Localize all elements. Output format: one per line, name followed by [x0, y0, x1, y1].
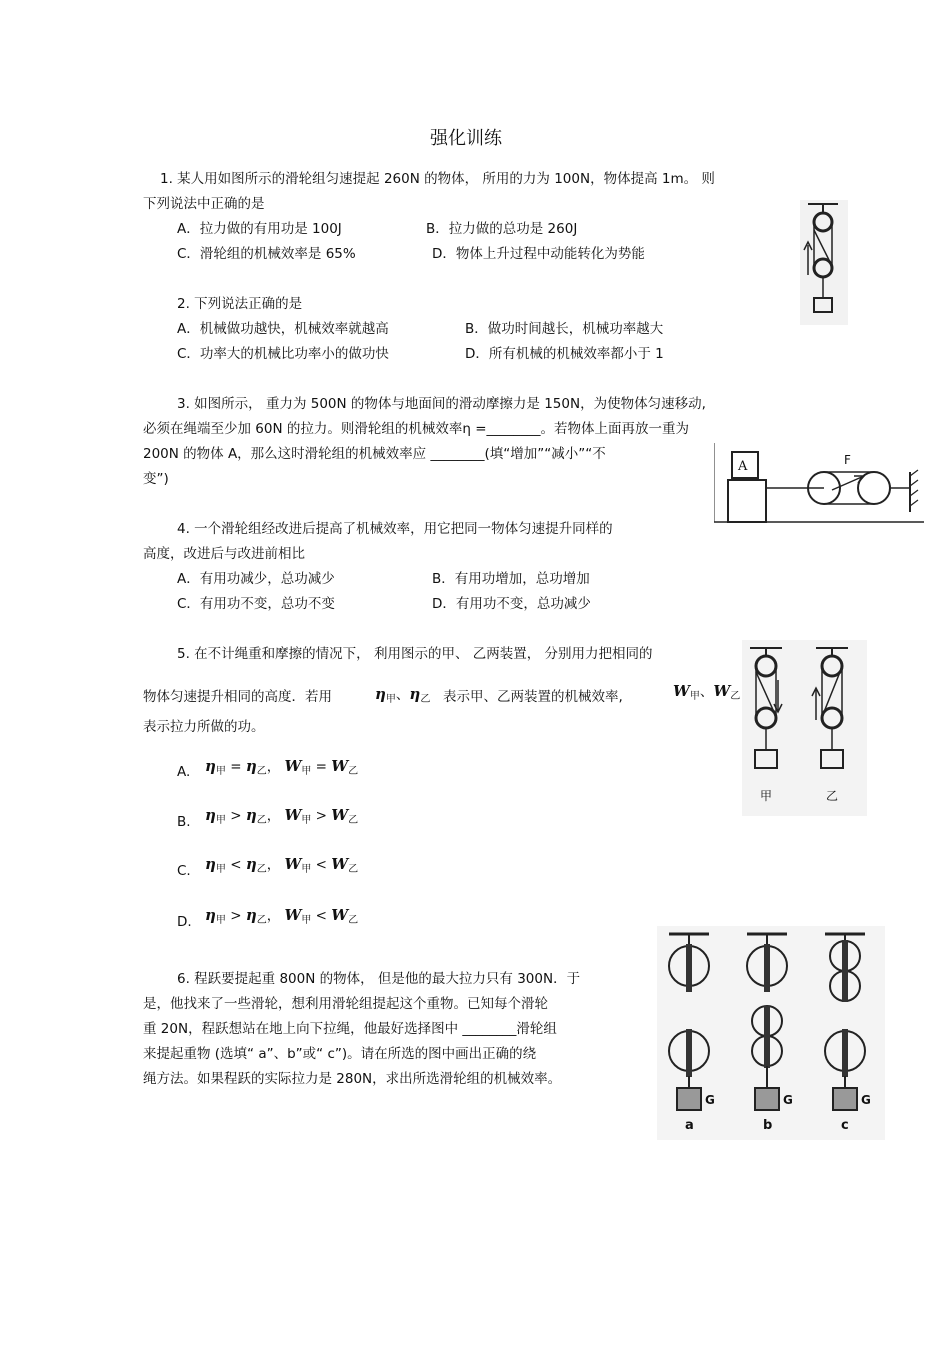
q6-label-c: c	[841, 1118, 849, 1133]
q5-figure-label-jia: 甲	[760, 789, 773, 803]
q1-line2: 下列说法中正确的是	[143, 196, 265, 212]
page-title: 强化训练	[430, 128, 502, 149]
q1-option-c: C．滑轮组的机械效率是 65%	[177, 246, 356, 262]
q2-option-d: D．所有机械的机械效率都小于 1	[465, 346, 664, 362]
q5-pulley-figure	[742, 640, 867, 816]
q5-line2-part1: 物体匀速提升相同的高度．若用	[143, 689, 332, 705]
q5-figure-label-yi: 乙	[826, 789, 839, 803]
q1-line1: 1. 某人用如图所示的滑轮组匀速提起 260N 的物体， 所用的力为 100N，物体提高 1m。 则	[160, 171, 715, 187]
q6-label-b: b	[763, 1118, 773, 1133]
q6-line5: 绳方法。如果程跃的实际拉力是 280N，求出所选滑轮组的机械效率。	[143, 1071, 562, 1087]
q6-label-g-c: G	[861, 1093, 871, 1107]
q6-line4: 来提起重物 (选填“ a”、b”或“ c”)。请在所选的图中画出正确的绕	[143, 1046, 537, 1062]
q3-line4: 变”)	[143, 471, 169, 487]
q1-option-b: B．拉力做的总功是 260J	[426, 221, 578, 237]
q6-label-g-b: G	[783, 1093, 793, 1107]
q4-option-d: D．有用功不变，总功减少	[432, 596, 591, 612]
q5-w-symbols: $W_甲$、$W_乙$	[673, 682, 741, 702]
q2-option-c: C．功率大的机械比功率小的做功快	[177, 346, 389, 362]
q5-line1: 5. 在不计绳重和摩擦的情况下， 利用图示的甲、 乙两装置， 分别用力把相同的	[177, 646, 653, 662]
q6-line3: 重 20N，程跃想站在地上向下拉绳，他最好选择图中 ________滑轮组	[143, 1021, 557, 1037]
q3-line3: 200N 的物体 A，那么这时滑轮组的机械效率应 ________(填“增加”“减小”“不	[143, 446, 606, 462]
q4-line2: 高度，改进后与改进前相比	[143, 546, 305, 562]
q2-option-b: B．做功时间越长，机械功率越大	[465, 321, 664, 337]
q6-label-g-a: G	[705, 1093, 715, 1107]
q5-option-a-expr: $\eta_甲 = \eta_乙$， $W_甲 = W_乙$	[205, 757, 359, 777]
q4-line1: 4. 一个滑轮组经改进后提高了机械效率，用它把同一物体匀速提升同样的	[177, 521, 613, 537]
q1-option-d: D．物体上升过程中动能转化为势能	[432, 246, 645, 262]
q5-eta-symbols: $\eta_甲$、$\eta_乙$	[375, 685, 431, 705]
q5-option-c-label: C.	[177, 863, 191, 879]
q3-line1: 3. 如图所示， 重力为 500N 的物体与地面间的滑动摩擦力是 150N，为使物体匀速移动,	[177, 396, 706, 412]
q3-horizontal-pulley-figure	[714, 442, 928, 524]
q5-option-d-expr: $\eta_甲 > \eta_乙$， $W_甲 < W_乙$	[205, 906, 359, 926]
q1-pulley-figure	[800, 200, 848, 325]
q5-line2-part2: 表示甲、乙两装置的机械效率,	[443, 689, 623, 705]
q6-pulley-options-figure	[657, 926, 885, 1140]
q5-option-b-label: B.	[177, 814, 191, 830]
q3-line2: 必须在绳端至少加 60N 的拉力。则滑轮组的机械效率η =________。若物体上面再放一重为	[143, 421, 690, 437]
q4-option-a: A．有用功减少，总功减少	[177, 571, 335, 587]
q5-line3: 表示拉力所做的功。	[143, 719, 265, 735]
q4-option-c: C．有用功不变，总功不变	[177, 596, 335, 612]
q5-option-b-expr: $\eta_甲 > \eta_乙$， $W_甲 > W_乙$	[205, 806, 359, 826]
q5-option-a-label: A.	[177, 764, 191, 780]
q2-line1: 2. 下列说法正确的是	[177, 296, 303, 312]
q6-line1: 6. 程跃要提起重 800N 的物体， 但是他的最大拉力只有 300N．于	[177, 971, 581, 987]
q1-option-a: A．拉力做的有用功是 100J	[177, 221, 342, 237]
q4-option-b: B．有用功增加，总功增加	[432, 571, 590, 587]
q6-label-a: a	[685, 1118, 694, 1133]
q3-block-label-a: A	[738, 459, 748, 474]
q6-line2: 是，他找来了一些滑轮，想利用滑轮组提起这个重物。已知每个滑轮	[143, 996, 548, 1012]
q5-option-c-expr: $\eta_甲 < \eta_乙$， $W_甲 < W_乙$	[205, 855, 359, 875]
q5-option-d-label: D.	[177, 914, 192, 930]
q2-option-a: A．机械做功越快，机械效率就越高	[177, 321, 389, 337]
q3-force-label-f: F	[844, 453, 851, 467]
